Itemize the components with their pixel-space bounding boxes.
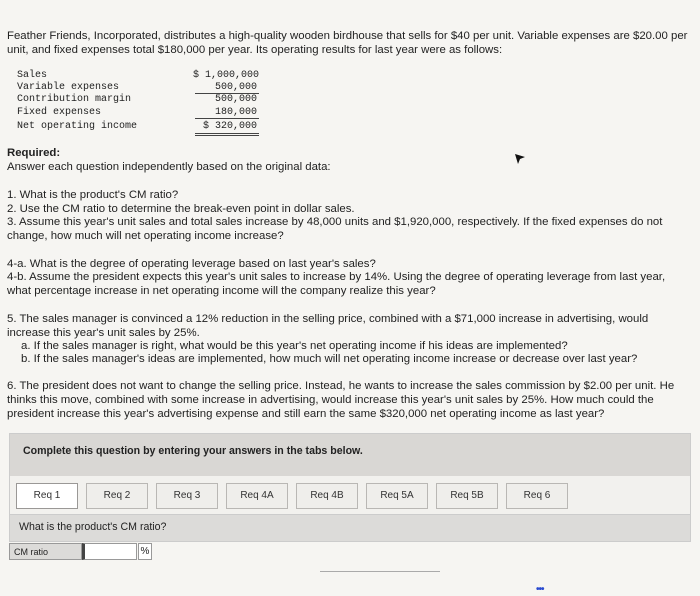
- tab-req-4a[interactable]: Req 4A: [226, 483, 288, 509]
- cm-ratio-input[interactable]: [82, 543, 137, 560]
- active-question-text: What is the product's CM ratio?: [19, 521, 167, 533]
- question-6: 6. The president does not want to change the selling price. Instead, he wants to increase the sales commission by $2.00 per unit. He thinks this move, combined with some increase in advertising, would increase this year's unit sales by 25%. How much could the president increase this year's advertising expense and still earn the same $320,000 net operating income as last year?: [7, 380, 675, 420]
- question-5: 5. The sales manager is convinced a 12% reduction in the selling price, combined with a $71,000 increase in advertising, would increase this year's unit sales by 25%.: [7, 313, 649, 339]
- statement-value: 500,000: [214, 82, 257, 94]
- question-5b: b. If the sales manager's ideas are implemented, how much will net operating income increase or decrease over last year?: [21, 353, 638, 365]
- statement-label: Contribution margin: [17, 94, 132, 106]
- panel-instruction: Complete this question by entering your answers in the tabs below.: [23, 445, 363, 457]
- tab-req-5a[interactable]: Req 5A: [366, 483, 428, 509]
- statement-label: Fixed expenses: [17, 106, 102, 118]
- required-subheading: Answer each question independently based on the original data:: [7, 161, 331, 173]
- statement-row-fixed-expenses: [17, 107, 267, 119]
- required-heading: Required:: [7, 147, 61, 159]
- question-3: 3. Assume this year's unit sales and total sales increase by 48,000 units and $1,920,000, respectively. If the fixed expenses do not change, how much will net operating income increase?: [7, 216, 663, 242]
- statement-value: 180,000: [214, 106, 257, 118]
- statement-label: Net operating income: [17, 120, 138, 132]
- underline-divider: [195, 118, 259, 119]
- active-question-bar: [9, 514, 691, 542]
- statement-row-net-operating-income: [17, 121, 267, 133]
- more-icon[interactable]: •••: [536, 584, 544, 595]
- mouse-pointer-icon: [514, 153, 526, 165]
- tab-req-2[interactable]: Req 2: [86, 483, 148, 509]
- question-2: 2. Use the CM ratio to determine the break-even point in dollar sales.: [7, 203, 355, 215]
- answer-row: [9, 543, 309, 562]
- bottom-divider: [320, 571, 440, 572]
- percent-unit: %: [138, 543, 152, 560]
- tab-req-3[interactable]: Req 3: [156, 483, 218, 509]
- tab-req-4b[interactable]: Req 4B: [296, 483, 358, 509]
- tab-req-1[interactable]: Req 1: [16, 483, 78, 509]
- double-underline: [195, 133, 259, 136]
- requirement-tabs: [9, 476, 691, 514]
- tab-req-6[interactable]: Req 6: [506, 483, 568, 509]
- statement-label: Sales: [17, 70, 48, 81]
- statement-value: $ 320,000: [202, 120, 257, 132]
- statement-row-variable-expenses: [17, 82, 267, 94]
- statement-row-sales: [17, 70, 267, 82]
- question-4a: 4-a. What is the degree of operating leverage based on last year's sales?: [7, 258, 376, 270]
- problem-intro: Feather Friends, Incorporated, distributes a high-quality wooden birdhouse that sells for $40 per unit. Variable expenses are $20.00 per unit, and fixed expenses total $180,000 per year. Its operating results for last year were as follows:: [7, 30, 688, 56]
- question-1: 1. What is the product's CM ratio?: [7, 189, 179, 201]
- income-statement: [17, 70, 267, 133]
- cm-ratio-label: CM ratio: [9, 543, 82, 560]
- instruction-panel: [9, 433, 691, 477]
- statement-label: Variable expenses: [17, 82, 120, 94]
- statement-value: $ 1,000,000: [192, 70, 259, 81]
- tab-req-5b[interactable]: Req 5B: [436, 483, 498, 509]
- statement-value: 500,000: [214, 94, 257, 106]
- question-5a: a. If the sales manager is right, what would be this year's net operating income if his ideas are implemented?: [21, 340, 568, 352]
- question-4b: 4-b. Assume the president expects this year's unit sales to increase by 14%. Using the degree of operating leverage from last year, what percentage increase in net operating income will the company realize this year?: [7, 271, 666, 297]
- statement-row-contribution-margin: [17, 94, 267, 106]
